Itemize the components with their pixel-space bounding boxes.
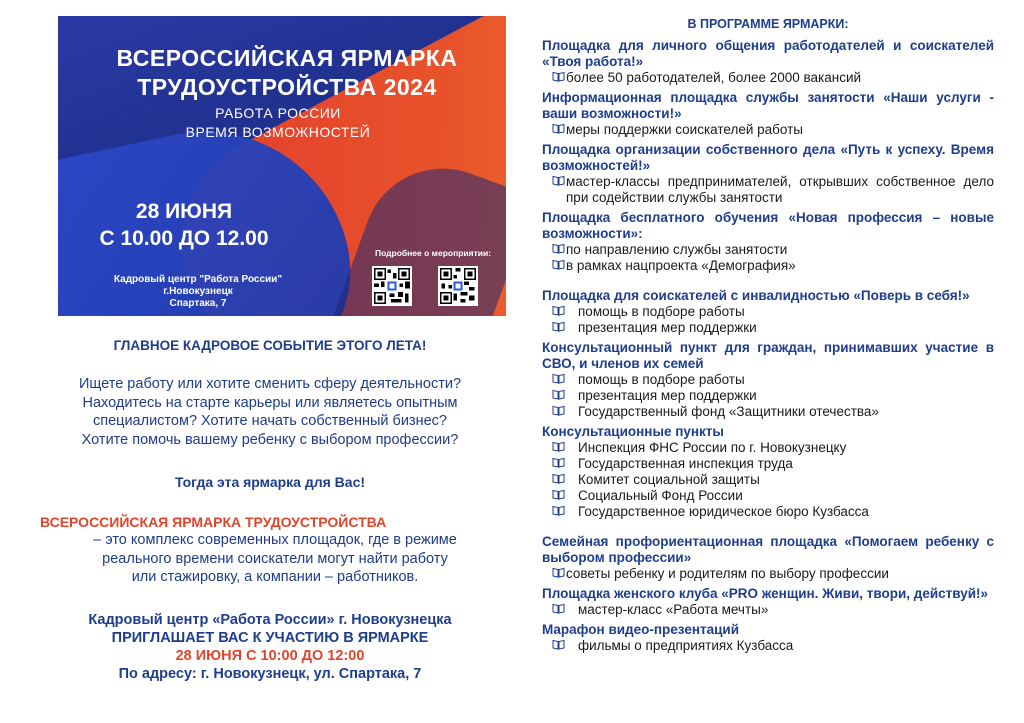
banner-title-line: ВСЕРОССИЙСКАЯ ЯРМАРКА (116, 45, 458, 71)
program-section (542, 288, 994, 336)
program-section (542, 534, 994, 582)
program-section (542, 90, 994, 138)
program-item (542, 566, 994, 582)
headline: ГЛАВНОЕ КАДРОВОЕ СОБЫТИЕ ЭТОГО ЛЕТА! (113, 338, 427, 353)
program-section-title: Семейная профориентационная площадка «Помогаем ребенку с выбором профессии» (542, 534, 994, 565)
question-line: Находитесь на старте карьеры или являетесь опытным (82, 394, 458, 411)
program-item-text: Социальный Фонд России (578, 488, 743, 503)
program-section-title: Информационная площадка службы занятости «Наши услуги - ваши возможности!» (542, 90, 994, 121)
program-sections (542, 38, 994, 654)
book-icon (542, 566, 566, 582)
description-paragraph (45, 531, 505, 587)
program-item-text: презентация мер поддержки (578, 320, 757, 335)
program-item (542, 242, 994, 258)
banner-subtitle-line: ВРЕМЯ ВОЗМОЖНОСТЕЙ (185, 124, 371, 140)
program-item-text: Государственное юридическое бюро Кузбасса (578, 504, 869, 519)
qr-code-icon[interactable] (372, 266, 412, 306)
book-icon (542, 472, 578, 488)
description-line: реального времени соискатели могут найти работу (102, 550, 448, 567)
program-item-text: мастер-классы предпринимателей, открывших собственное дело при содействии службы занятости (566, 174, 994, 205)
banner-subtitle-line: РАБОТА РОССИИ (215, 105, 341, 121)
program-item-text: советы ребенку и родителям по выбору профессии (566, 566, 889, 581)
section-gap (542, 278, 994, 288)
then-line: Тогда эта ярмарка для Вас! (174, 474, 366, 490)
book-icon (542, 602, 578, 618)
question-line: Ищете работу или хотите сменить сферу деятельности? (78, 376, 462, 392)
description-line: или стажировку, а компании – работников. (131, 569, 419, 585)
program-section-title: Площадка организации собственного дела «Путь к успеху. Время возможностей!» (542, 142, 994, 173)
banner-date (74, 198, 294, 252)
invitation-line: Кадровый центр «Работа России» г. Новокузнецка (88, 612, 452, 628)
program-section (542, 38, 994, 86)
invitation-line: ПРИГЛАШАЕТ ВАС К УЧАСТИЮ В ЯРМАРКЕ (111, 630, 429, 646)
program-item-text: Государственный фонд «Защитники отечества» (578, 404, 879, 419)
program-item (542, 304, 994, 320)
banner-time-line: С 10.00 ДО 12.00 (99, 227, 269, 250)
program-heading: В ПРОГРАММЕ ЯРМАРКИ: (687, 17, 849, 31)
book-icon (542, 504, 578, 520)
program-section-title: Марафон видео-презентаций (542, 622, 739, 637)
program-item-text: Государственная инспекция труда (578, 456, 793, 471)
program-section-title: Площадка бесплатного обучения «Новая профессия – новые возможности»: (542, 210, 994, 241)
program-column (542, 17, 994, 658)
banner-date-line: 28 ИЮНЯ (135, 200, 233, 223)
invitation-address: По адресу: г. Новокузнецк, ул. Спартака, 7 (118, 666, 422, 682)
book-icon (542, 258, 566, 274)
book-icon (542, 488, 578, 504)
program-item (542, 472, 994, 488)
program-section-title: Консультационный пункт для граждан, принимавших участие в СВО, и членов их семей (542, 340, 994, 371)
program-section (542, 622, 994, 654)
qr-code-icon[interactable] (438, 266, 478, 306)
program-section-title: Площадка для соискателей с инвалидностью «Поверь в себя!» (542, 288, 970, 303)
banner-title-line: ТРУДОУСТРОЙСТВА 2024 (137, 74, 437, 100)
book-icon (542, 70, 566, 86)
program-section-title: Площадка для личного общения работодателей и соискателей «Твоя работа!» (542, 38, 994, 69)
program-item (542, 504, 994, 520)
program-item (542, 638, 994, 654)
program-item-text: меры поддержки соискателей работы (566, 122, 804, 137)
program-item-text: по направлению службы занятости (566, 242, 788, 257)
program-item (542, 372, 994, 388)
banner-address (78, 274, 318, 310)
program-section (542, 340, 994, 420)
book-icon (542, 320, 578, 336)
program-item-text: помощь в подборе работы (578, 372, 745, 387)
book-icon (542, 304, 578, 320)
fair-title-red: ВСЕРОССИЙСКАЯ ЯРМАРКА ТРУДОУСТРОЙСТВА (40, 514, 387, 530)
program-section (542, 210, 994, 274)
program-item (542, 388, 994, 404)
program-section-title: Консультационные пункты (542, 424, 724, 439)
invitation-block (0, 611, 540, 683)
program-item (542, 70, 994, 86)
program-item-text: фильмы о предприятиях Кузбасса (578, 638, 794, 653)
event-banner (58, 16, 506, 316)
book-icon (542, 122, 566, 138)
invitation-date: 28 ИЮНЯ С 10:00 ДО 12:00 (175, 648, 365, 664)
program-section (542, 586, 994, 618)
book-icon (542, 174, 566, 190)
program-item (542, 320, 994, 336)
program-item-text: помощь в подборе работы (578, 304, 745, 319)
book-icon (542, 440, 578, 456)
more-info-label: Подробнее о мероприятии: (374, 248, 492, 258)
book-icon (542, 456, 578, 472)
program-item (542, 258, 994, 274)
program-item (542, 440, 994, 456)
program-item (542, 488, 994, 504)
program-item-text: Комитет социальной защиты (578, 472, 760, 487)
program-section (542, 142, 994, 206)
program-item-text: презентация мер поддержки (578, 388, 757, 403)
program-item-text: Инспекция ФНС России по г. Новокузнецку (578, 440, 847, 455)
book-icon (542, 388, 578, 404)
book-icon (542, 404, 578, 420)
banner-address-line: Спартака, 7 (169, 298, 227, 309)
program-section (542, 424, 994, 520)
banner-title (82, 44, 492, 102)
program-item (542, 122, 994, 138)
banner-address-line: Кадровый центр "Работа России" (113, 274, 283, 285)
program-item-text: более 50 работодателей, более 2000 вакансий (566, 70, 862, 85)
section-gap (542, 524, 994, 534)
program-section-title: Площадка женского клуба «PRO женщин. Живи, твори, действуй!» (542, 586, 989, 601)
program-item-text: мастер-класс «Работа мечты» (578, 602, 769, 617)
program-item (542, 456, 994, 472)
banner-address-line: г.Новокузнецк (163, 286, 233, 297)
description-line: – это комплекс современных площадок, где в режиме (93, 532, 457, 548)
question-line: специалистом? Хотите начать собственный бизнес? (92, 413, 447, 429)
questions-paragraph (10, 375, 530, 449)
banner-subtitle (118, 104, 438, 142)
book-icon (542, 372, 578, 388)
program-item (542, 602, 994, 618)
program-item (542, 404, 994, 420)
program-item-text: в рамках нацпроекта «Демография» (566, 258, 796, 273)
book-icon (542, 638, 578, 654)
book-icon (542, 242, 566, 258)
program-item (542, 174, 994, 206)
question-line: Хотите помочь вашему ребенку с выбором профессии? (81, 431, 459, 448)
